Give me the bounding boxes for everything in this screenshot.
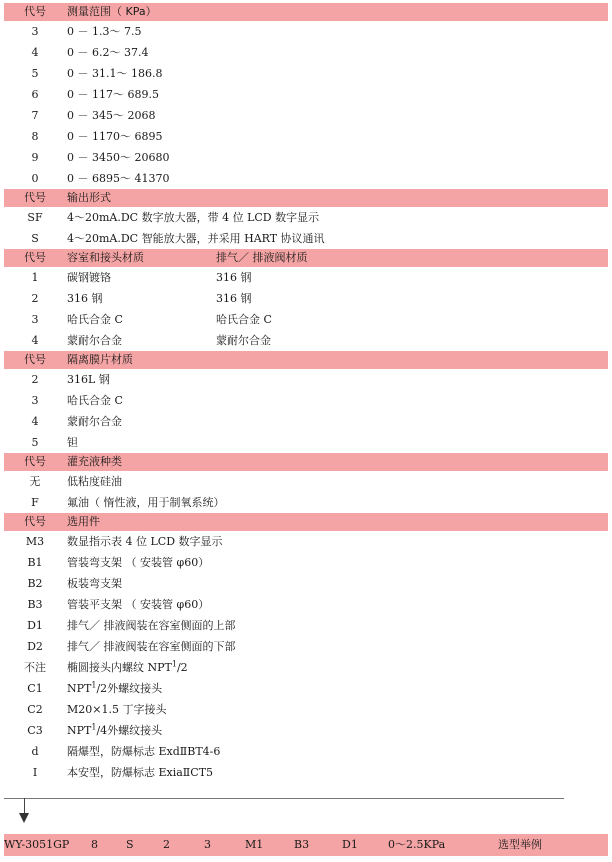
table-row	[4, 21, 608, 42]
row-desc: M20×1.5 丁字接头	[67, 703, 167, 716]
table-row	[4, 594, 608, 615]
row-desc: 数显指示表 4 位 LCD 数字显示	[67, 535, 223, 548]
table-row	[4, 228, 608, 249]
table-row	[4, 678, 608, 699]
row-desc-text: 椭圆接头内螺纹 NPT	[67, 661, 172, 674]
row-code: 4	[31, 415, 39, 428]
row-desc-valve: 蒙耐尔合金	[216, 334, 271, 347]
header-title: 测量范围（ KPa）	[67, 5, 157, 18]
row-desc: 低粘度硅油	[67, 475, 122, 488]
example-diaphragm-code: 3	[204, 838, 211, 851]
row-code: 3	[31, 25, 39, 38]
row-code: 1	[31, 271, 39, 284]
row-code: 4	[31, 334, 39, 347]
row-code: D2	[27, 640, 43, 653]
arrow-down-icon	[24, 798, 25, 814]
row-code: 不注	[24, 661, 46, 674]
example-row	[4, 834, 608, 856]
row-desc: 4～20mA.DC 数字放大器，带 4 位 LCD 数字显示	[67, 211, 320, 224]
row-code: B3	[27, 598, 43, 611]
row-desc: 钽	[67, 436, 78, 449]
header-code-label: 代号	[24, 191, 46, 204]
table-row	[4, 720, 608, 741]
row-desc	[67, 678, 162, 699]
table-row	[4, 309, 608, 330]
table-row	[4, 207, 608, 228]
table-row	[4, 369, 608, 390]
table-row	[4, 552, 608, 573]
row-code: SF	[27, 211, 43, 224]
table-row	[4, 267, 608, 288]
row-desc: 板装弯支架	[67, 577, 122, 590]
table-row	[4, 168, 608, 189]
table-row	[4, 657, 608, 678]
row-desc	[67, 657, 188, 678]
row-code: 8	[31, 130, 39, 143]
table-row	[4, 432, 608, 453]
example-range-code: 8	[91, 838, 98, 851]
table-row	[4, 471, 608, 492]
table-row	[4, 762, 608, 783]
range-header	[4, 3, 608, 21]
row-desc: 0 － 6895～ 41370	[67, 172, 170, 185]
material-header	[4, 249, 608, 267]
row-code: M3	[25, 535, 45, 548]
table-row	[4, 288, 608, 309]
table-row	[4, 42, 608, 63]
row-code: 4	[31, 46, 39, 59]
selection-table	[4, 3, 608, 783]
example-range-value: 0～2.5KPa	[388, 838, 446, 851]
header-title: 灌充液种类	[67, 455, 122, 468]
table-row	[4, 126, 608, 147]
row-desc-valve: 316 钢	[216, 292, 252, 305]
example-option-d: D1	[342, 838, 358, 851]
table-row	[4, 636, 608, 657]
row-desc: 蒙耐尔合金	[67, 415, 122, 428]
fill-header	[4, 453, 608, 471]
example-model: WY-3051GP	[4, 838, 70, 851]
table-row	[4, 390, 608, 411]
header-code-label: 代号	[24, 455, 46, 468]
row-desc: 316 钢	[67, 292, 103, 305]
table-row	[4, 147, 608, 168]
row-desc-valve: 哈氏合金 C	[216, 313, 272, 326]
example-option-m: M1	[245, 838, 264, 851]
arrow-head-icon	[19, 813, 29, 823]
row-desc: 本安型，防爆标志 ExiaⅡCT5	[67, 766, 214, 779]
row-desc: 0 － 117～ 689.5	[67, 88, 159, 101]
row-desc: 隔爆型，防爆标志 ExdⅡBT4-6	[67, 745, 221, 758]
header-title: 输出形式	[67, 191, 111, 204]
table-row	[4, 741, 608, 762]
row-desc-text: NPT	[67, 682, 92, 695]
row-desc-sup: 1	[91, 680, 97, 690]
diaphragm-header	[4, 351, 608, 369]
row-desc: 0 － 1.3～ 7.5	[67, 25, 142, 38]
row-code: C3	[27, 724, 43, 737]
row-desc: 0 － 1170～ 6895	[67, 130, 163, 143]
header-title-valve: 排气／ 排液阀材质	[216, 251, 308, 264]
table-row	[4, 330, 608, 351]
row-desc: 0 － 31.1～ 186.8	[67, 67, 163, 80]
row-desc: 0 － 6.2～ 37.4	[67, 46, 149, 59]
row-desc	[67, 720, 162, 741]
row-code: B1	[27, 556, 43, 569]
row-code: 5	[31, 436, 39, 449]
row-code: F	[31, 496, 39, 509]
row-desc-end: /2外螺纹接头	[96, 682, 163, 695]
table-row	[4, 105, 608, 126]
row-desc-sup: 1	[91, 722, 97, 732]
row-desc-end: /2	[176, 661, 188, 674]
row-code: 5	[31, 67, 39, 80]
header-code-label: 代号	[24, 5, 46, 18]
row-code: B2	[27, 577, 43, 590]
header-title: 隔离膜片材质	[67, 353, 133, 366]
row-code: 3	[31, 313, 39, 326]
row-desc: 蒙耐尔合金	[67, 334, 122, 347]
row-desc-end: /4外螺纹接头	[96, 724, 163, 737]
row-desc: 哈氏合金 C	[67, 394, 123, 407]
row-code: 3	[31, 394, 39, 407]
row-code: 无	[29, 475, 41, 488]
row-code: 0	[31, 172, 39, 185]
row-code: 2	[31, 373, 39, 386]
header-code-label: 代号	[24, 251, 46, 264]
row-desc: 管装平支架 （ 安装管 φ60）	[67, 598, 210, 611]
example-output-code: S	[126, 838, 134, 851]
row-desc: 排气／ 排液阀装在容室侧面的上部	[67, 619, 236, 632]
example-material-code: 2	[163, 838, 170, 851]
row-code: I	[32, 766, 38, 779]
table-row	[4, 63, 608, 84]
table-row	[4, 699, 608, 720]
row-desc: 排气／ 排液阀装在容室侧面的下部	[67, 640, 236, 653]
row-code: 9	[31, 151, 39, 164]
row-code: 6	[31, 88, 39, 101]
table-row	[4, 615, 608, 636]
row-desc-valve: 316 钢	[216, 271, 252, 284]
row-code: 7	[31, 109, 39, 122]
example-label: 选型举例	[498, 838, 542, 851]
table-row	[4, 531, 608, 552]
table-row	[4, 84, 608, 105]
row-desc: 4～20mA.DC 智能放大器，并采用 HART 协议通讯	[67, 232, 325, 245]
row-desc: 0 － 3450～ 20680	[67, 151, 170, 164]
divider-line	[4, 798, 564, 799]
options-header	[4, 513, 608, 531]
row-desc: 316L 钢	[67, 373, 110, 386]
row-code: d	[31, 745, 39, 758]
row-desc: 哈氏合金 C	[67, 313, 123, 326]
example-option-b: B3	[294, 838, 310, 851]
header-code-label: 代号	[24, 353, 46, 366]
row-desc: 氟油（ 惰性液，用于制氧系统）	[67, 496, 225, 509]
output-header	[4, 189, 608, 207]
table-row	[4, 573, 608, 594]
row-desc: 管装弯支架 （ 安装管 φ60）	[67, 556, 210, 569]
header-code-label: 代号	[24, 515, 46, 528]
row-desc: 0 － 345～ 2068	[67, 109, 156, 122]
row-desc: 碳钢镀铬	[67, 271, 111, 284]
row-desc-sup: 1	[171, 659, 177, 669]
row-desc-text: NPT	[67, 724, 92, 737]
row-code: S	[31, 232, 39, 245]
row-code: D1	[27, 619, 43, 632]
row-code: C2	[27, 703, 43, 716]
row-code: 2	[31, 292, 39, 305]
table-row	[4, 411, 608, 432]
header-title: 选用件	[67, 515, 100, 528]
table-row	[4, 492, 608, 513]
header-title: 容室和接头材质	[67, 251, 144, 264]
row-code: C1	[27, 682, 43, 695]
